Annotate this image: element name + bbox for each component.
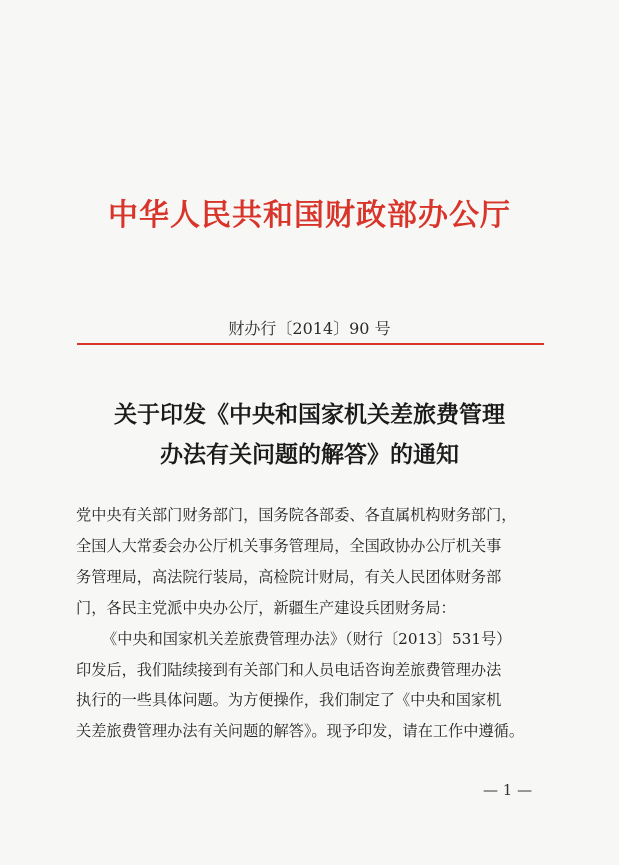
document-number: 财办行〔2014〕90 号 xyxy=(228,319,391,338)
body-line: 务管理局，高法院行装局，高检院计财局，有关人民团体财务部 xyxy=(76,568,502,586)
page-number: — 1 — xyxy=(483,781,533,799)
issuer-header: 中华人民共和国财政部办公厅 xyxy=(108,198,511,233)
body-line: 执行的一些具体问题。为方便操作，我们制定了《中央和国家机 xyxy=(76,691,502,709)
red-divider-line xyxy=(77,343,544,345)
body-line: 关差旅费管理办法有关问题的解答》。现予印发，请在工作中遵循。 xyxy=(76,722,525,740)
body-line: 《中央和国家机关差旅费管理办法》（财行〔2013〕531号） xyxy=(102,630,512,648)
notice-title-line-2: 办法有关问题的解答》的通知 xyxy=(160,441,459,468)
body-line: 门，各民主党派中央办公厅，新疆生产建设兵团财务局： xyxy=(76,599,456,617)
body-line: 党中央有关部门财务部门，国务院各部委、各直属机构财务部门， xyxy=(76,506,517,524)
notice-title-line-1: 关于印发《中央和国家机关差旅费管理 xyxy=(114,401,505,428)
body-line: 全国人大常委会办公厅机关事务管理局，全国政协办公厅机关事 xyxy=(76,537,502,555)
body-line: 印发后，我们陆续接到有关部门和人员电话咨询差旅费管理办法 xyxy=(76,661,502,679)
